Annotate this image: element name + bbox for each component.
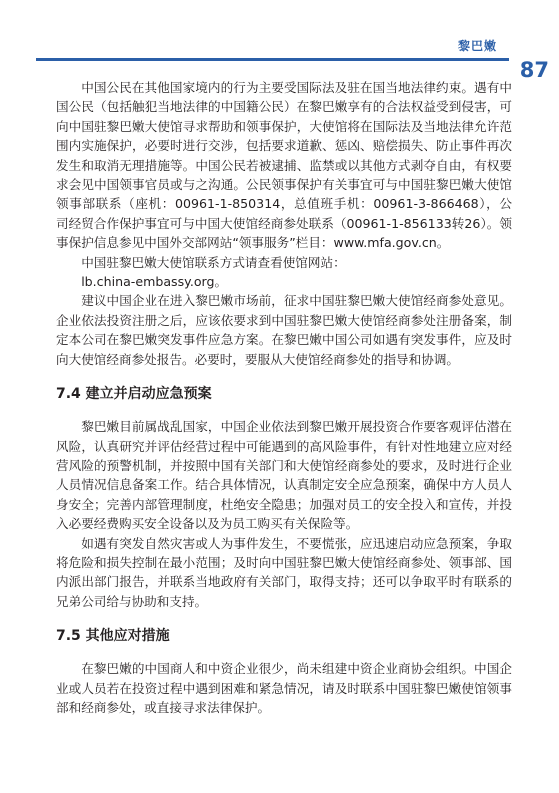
paragraph-embassy-contact: 中国驻黎巴嫩大使馆联系方式请查看使馆网站：: [81, 254, 346, 270]
section-heading-7-5: 7.5 其他应对措施: [56, 628, 170, 645]
paragraph-consular-protection: 中国公民在其他国家境内的行为主要受国际法及驻在国当地法律约束。遇有中国公民（包括触犯当地法律的中国籍公民）在黎巴嫩享有的合法权益受到侵害，可向中国驻黎巴嫩大使馆寻求帮助和领事保护，大使馆将在国际法及当地法律允许范围内实施保护，必要时进行交涉，包括要求道歉、惩凶、赔偿损失、防止事件再次发生和取消无理措施等。中国公民若被逮捕、监禁或以其他方式剥夺自由，有权要求会见中国领事官员或与之沟通。公民领事保护有关事宜可与中国驻黎巴嫩大使馆领事部联系（座机：00961-1-850314，总值班手机：00961-3-866468），公司经贸合作保护事宜可与中国大使馆经商参处联系（00961-1-856133转26）。领事保护信息参见中国外交部网站“领事服务”栏目：www.mfa.gov.cn。: [56, 80, 512, 251]
running-header-country: 黎巴嫩: [458, 39, 498, 53]
section-heading-7-4: 7.4 建立并启动应急预案: [56, 386, 212, 403]
page-number: 87: [519, 58, 549, 82]
embassy-website-link[interactable]: lb.china-embassy.org。: [81, 274, 228, 290]
paragraph-enterprise-advice: 建议中国企业在进入黎巴嫩市场前，征求中国驻黎巴嫩大使馆经商参处意见。企业依法投资注册之后，应该依要求到中国驻黎巴嫩大使馆经商参处注册备案，制定本公司在黎巴嫩突发事件应急方案。在黎巴嫩中国公司如遇有突发事件，应及时向大使馆经商参处报告。必要时，要服从大使馆经商参处的指导和协调。: [56, 293, 512, 367]
header-rule: [36, 58, 509, 61]
paragraph-emergency-response: 如遇有突发自然灾害或人为事件发生，不要慌张，应迅速启动应急预案，争取将危险和损失控制在最小范围；及时向中国驻黎巴嫩大使馆经商参处、领事部、国内派出部门报告，并联系当地政府有关部门，取得支持；还可以争取平时有联系的兄弟公司给与协助和支持。: [56, 535, 512, 609]
page-body: [56, 78, 512, 717]
paragraph-other-measures: 在黎巴嫩的中国商人和中资企业很少，尚未组建中资企业商协会组织。中国企业或人员若在投资过程中遇到困难和紧急情况，请及时联系中国驻黎巴嫩使馆领事部和经商参处，或直接寻求法律保护。: [56, 661, 512, 715]
paragraph-risk-assessment: 黎巴嫩目前属战乱国家，中国企业依法到黎巴嫩开展投资合作要客观评估潜在风险，认真研究并评估经营过程中可能遇到的高风险事件，有针对性地建立应对经营风险的预警机制，并按照中国有关部门和大使馆经商参处的要求，及时进行企业人员情况信息备案工作。结合具体情况，认真制定安全应急预案，确保中方人员人身安全；完善内部管理制度，杜绝安全隐患；加强对员工的安全投入和宣传，并投入必要经费购买安全设备以及为员工购买有关保险等。: [56, 419, 512, 532]
